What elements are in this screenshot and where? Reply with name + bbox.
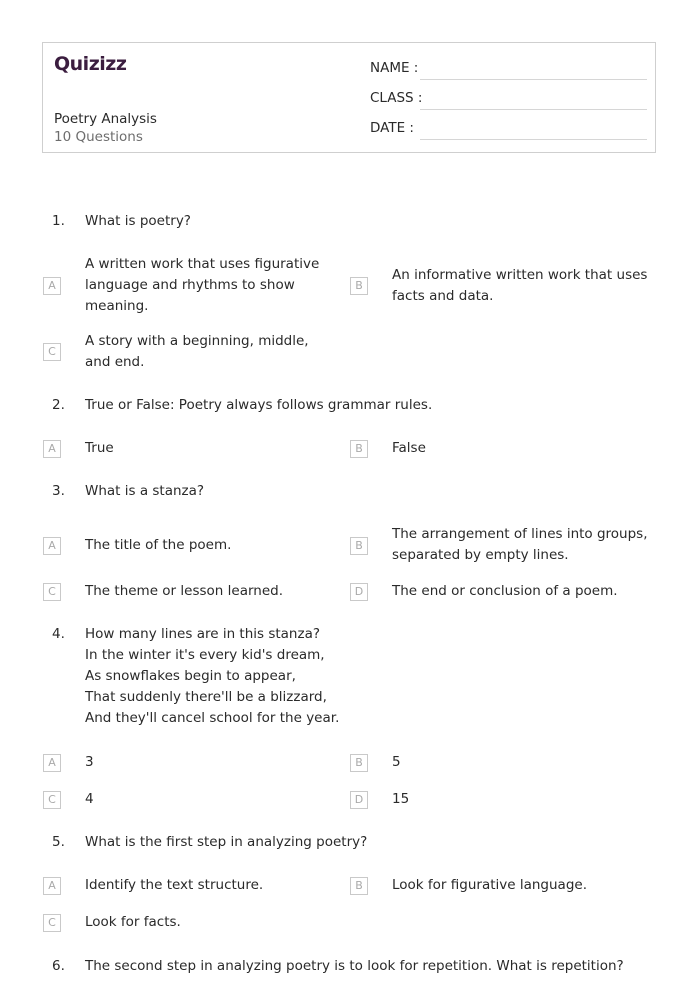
question-number: 2.: [52, 397, 65, 413]
option-text: The title of the poem.: [85, 537, 232, 553]
option-text: Look for facts.: [85, 914, 181, 930]
option-letter-box[interactable]: C: [43, 914, 61, 932]
option-letter-box[interactable]: B: [350, 877, 368, 895]
option-text: Identify the text structure.: [85, 877, 264, 893]
option-text: 5: [392, 754, 401, 770]
date-field[interactable]: [370, 120, 647, 140]
option-letter-box[interactable]: B: [350, 440, 368, 458]
quizizz-logo: Quizizz: [54, 53, 127, 75]
class-field[interactable]: [370, 90, 647, 110]
worksheet-header: [42, 42, 656, 153]
option-letter-box[interactable]: B: [350, 754, 368, 772]
option-letter-box[interactable]: D: [350, 791, 368, 809]
option-letter-box[interactable]: A: [43, 537, 61, 555]
question-text: What is the first step in analyzing poetry?: [85, 834, 368, 850]
option-letter-box[interactable]: A: [43, 277, 61, 295]
option-text: True: [85, 440, 114, 456]
question-text: How many lines are in this stanza? In the winter it's every kid's dream, As snowflakes begin to appear, That suddenly there'll be a blizzard, And they'll cancel school for the year.: [85, 626, 340, 726]
option-letter-box[interactable]: C: [43, 343, 61, 361]
question-text: What is a stanza?: [85, 483, 205, 499]
option-text: The arrangement of lines into groups, separated by empty lines.: [392, 526, 648, 563]
option-letter-box[interactable]: B: [350, 277, 368, 295]
question-text: The second step in analyzing poetry is to look for repetition. What is repetition?: [85, 958, 624, 974]
question-number: 4.: [52, 626, 65, 642]
option-text: 4: [85, 791, 94, 807]
question-number: 5.: [52, 834, 65, 850]
class-line[interactable]: [420, 109, 647, 110]
worksheet-title: Poetry Analysis: [54, 111, 157, 127]
question-number: 3.: [52, 483, 65, 499]
option-text: 3: [85, 754, 94, 770]
option-text: Look for figurative language.: [392, 877, 587, 893]
class-label: CLASS :: [370, 90, 423, 106]
option-letter-box[interactable]: B: [350, 537, 368, 555]
date-line[interactable]: [420, 139, 647, 140]
option-letter-box[interactable]: A: [43, 754, 61, 772]
option-letter-box[interactable]: A: [43, 440, 61, 458]
option-letter-box[interactable]: C: [43, 583, 61, 601]
name-label: NAME :: [370, 60, 419, 76]
question-text: What is poetry?: [85, 213, 191, 229]
question-text: True or False: Poetry always follows grammar rules.: [85, 397, 433, 413]
option-text: An informative written work that uses facts and data.: [392, 267, 648, 304]
date-label: DATE :: [370, 120, 414, 136]
option-text: False: [392, 440, 426, 456]
option-text: 15: [392, 791, 410, 807]
question-count: 10 Questions: [54, 129, 143, 145]
option-text: The theme or lesson learned.: [85, 583, 283, 599]
option-letter-box[interactable]: A: [43, 877, 61, 895]
option-text: A written work that uses figurative language and rhythms to show meaning.: [85, 256, 320, 314]
option-letter-box[interactable]: D: [350, 583, 368, 601]
name-line[interactable]: [420, 79, 647, 80]
question-number: 6.: [52, 958, 65, 974]
question-number: 1.: [52, 213, 65, 229]
option-text: A story with a beginning, middle, and end.: [85, 333, 309, 370]
option-letter-box[interactable]: C: [43, 791, 61, 809]
option-text: The end or conclusion of a poem.: [392, 583, 618, 599]
name-field[interactable]: [370, 60, 647, 80]
